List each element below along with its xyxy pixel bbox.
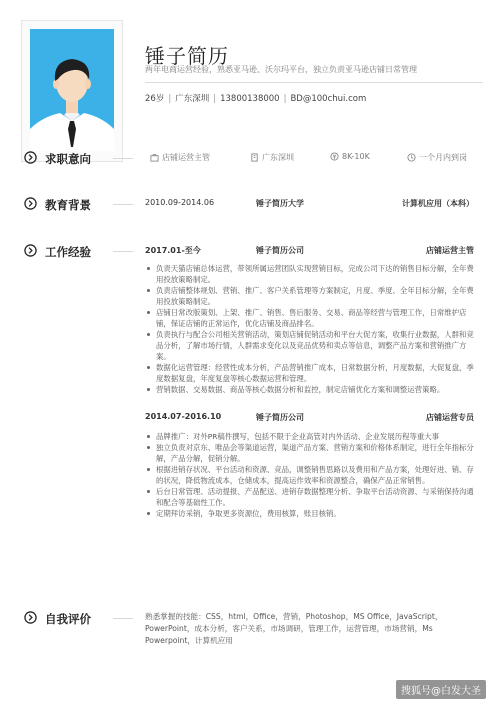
building-icon [250,153,259,162]
job-title: 店铺运营主管 [426,246,474,255]
list-item: 后台日常管理、活动提报、产品配送、进销存数据整理分析、争取平台活动资源、与采销保持沟通和配合等基础性工作。 [145,486,480,508]
list-item: 根据进销存状况、平台活动和资源、竞品，调整销售思路以及费用和产品方案，处理好进、销、存的状况，降低物流成本，仓储成本，提高运作效率和资源整合，确保产品正常销售。 [145,464,480,486]
list-item: 负责执行与配合公司相关营销活动，策划店铺促销活动和平台大促方案，收集行业数据，人群和竞品分析，了解市场行情，人群需求变化以及竞品优势和卖点等信息，调整产品方案和营销推广方案。 [145,329,480,362]
age: 26岁 [145,94,165,104]
intent-city: 广东深圳 [250,152,294,163]
list-item: 负责店铺整体规划、营销、推广、客户关系管理等方案制定，月度、季度、全年目标分解，全年费用投放策略制定。 [145,285,480,307]
candidate-name: 锤子简历 [145,44,229,68]
phone: 13800138000 [220,94,280,104]
header-divider [145,82,483,83]
job-bullets [145,431,480,519]
intent-arrival: 一个月内到岗 [407,152,467,163]
job-company: 锤子简历公司 [256,246,304,255]
candidate-tagline: 两年电商运营经验，熟悉亚马逊、沃尔玛平台，独立负责亚马逊店铺日常管理 [145,65,417,74]
chevron-circle-icon [24,151,37,164]
email[interactable]: BD@100chui.com [290,94,367,104]
job-company: 锤子简历公司 [256,413,304,422]
section-title-work: 工作经验 [45,245,91,259]
self-evaluation-text: 熟悉掌握的技能：CSS，html，Office，营销，Photoshop，MS Office，JavaScript，PowerPoint，成本分析，客户关系，市场调研，管理工作，运营管理，市场营销，Ms Powerpoint，计算机应用 [145,612,443,645]
profile-photo [21,20,123,162]
section-line [113,251,133,252]
clock-icon [407,153,416,162]
chevron-circle-icon [24,197,37,210]
edu-school: 锤子简历大学 [256,199,304,208]
job-period: 2014.07-2016.10 [145,412,222,421]
section-title-education: 教育背景 [45,198,91,212]
list-item: 独立负责对京东、唯品会等渠道运营，渠道产品方案、营销方案和价格体系制定，进行全年指标分解，产品分解，促销分解。 [145,442,480,464]
list-item: 数据化运营管理：经营性成本分析，产品营销推广成本，日常数据分析，月度数据，大促复盘，季度数据复盘，年度复盘等核心数据运营和管理。 [145,362,480,384]
edu-major: 计算机应用（本科） [402,199,474,208]
section-title-self: 自我评价 [45,612,91,626]
edu-period: 2010.09-2014.06 [145,198,215,207]
list-item: 店铺日常改版策划、上架、推广、销售、售后服务、交易、商品等经营与管理工作，日常维护店铺，保证店铺的正常运作，优化店铺及商品排名。 [145,307,480,329]
list-item: 品牌推广：对外PR稿件撰写，包括不限于企业高管对内外活动、企业发展历程等重大事 [145,431,480,442]
money-icon [330,152,339,161]
chevron-circle-icon [24,244,37,257]
intent-salary: 8K-10K [330,152,370,161]
briefcase-icon [150,153,159,162]
section-title-intent: 求职意向 [45,152,91,166]
job-bullets [145,263,480,395]
job-period: 2017.01-至今 [145,246,201,255]
watermark: 搜狐号@白发大圣 [396,680,486,699]
intent-position: 店铺运营主管 [150,152,210,163]
job-title: 店铺运营专员 [426,413,474,422]
list-item: 定期拜访采销，争取更多资源位，费用核算，账目核销。 [145,508,480,519]
location: 广东深圳 [175,94,210,104]
section-line [113,618,133,619]
avatar-illustration [22,21,122,161]
chevron-circle-icon [24,611,37,624]
section-line [113,204,133,205]
contact-line: 26岁 | 广东深圳 | 13800138000 | BD@100chui.com [145,94,367,104]
section-line [113,158,133,159]
list-item: 营销数据、交易数据、商品等核心数据分析和监控，制定店铺优化方案和调整运营策略。 [145,384,480,395]
list-item: 负责天猫店铺总体运营，带领所属运营团队实现营销目标，完成公司下达的销售目标分解，全年费用投放策略制定。 [145,263,480,285]
